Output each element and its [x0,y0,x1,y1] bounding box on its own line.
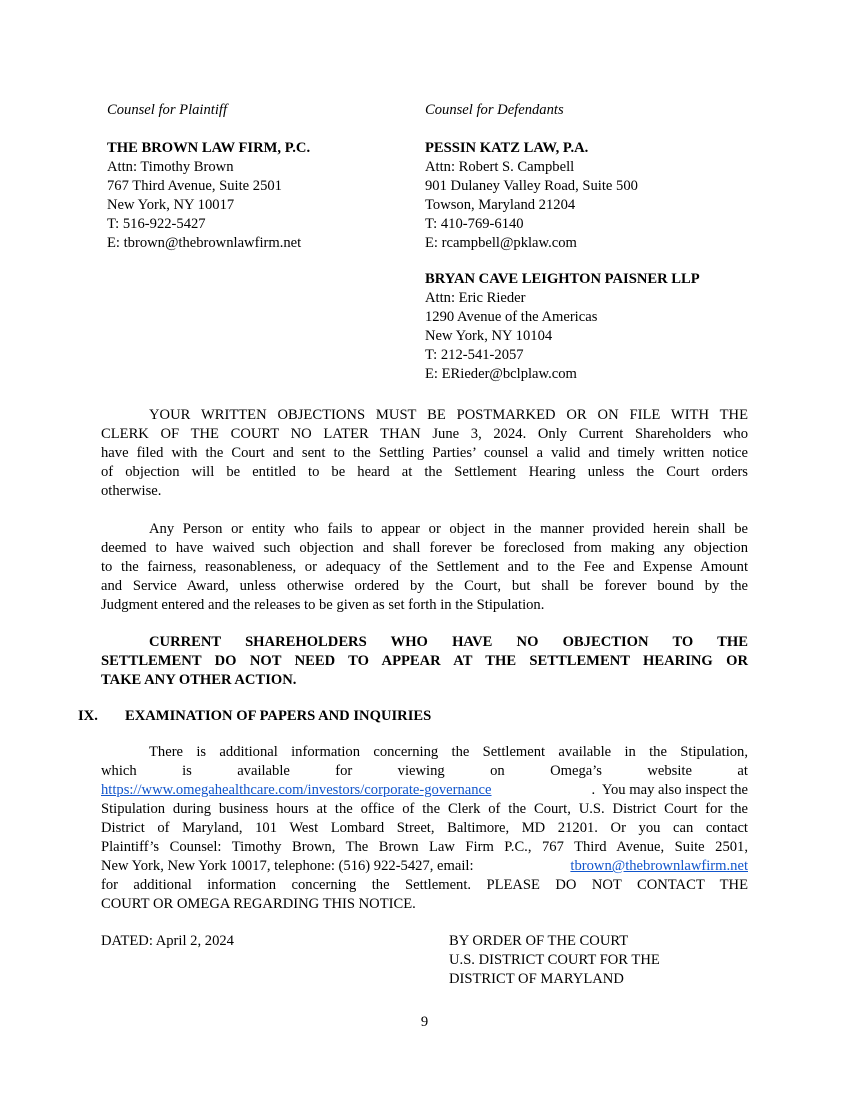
section-body-line: Plaintiff’s Counsel: Timothy Brown, The Brown Law Firm P.C., 767 Third Avenue, Suite 2501, [101,839,748,855]
section-body-line: COURT OR OMEGA REGARDING THIS NOTICE. [101,896,416,912]
no-objection-line: SETTLEMENT DO NOT NEED TO APPEAR AT THE SETTLEMENT HEARING OR [101,653,748,669]
defendants-firm1-name: PESSIN KATZ LAW, P.A. [425,140,589,156]
plaintiff-counsel-block [107,101,407,253]
firm2-email: E: ERieder@bclplaw.com [425,366,577,382]
plaintiff-city: New York, NY 10017 [107,197,235,213]
firm2-phone: T: 212-541-2057 [425,347,524,363]
firm1-attn: Attn: Robert S. Campbell [425,159,575,175]
plaintiff-phone: T: 516-922-5427 [107,216,206,232]
plaintiff-address: 767 Third Avenue, Suite 2501 [107,178,282,194]
firm1-address: 901 Dulaney Valley Road, Suite 500 [425,178,638,194]
dated-line: DATED: April 2, 2024 [101,933,234,949]
firm2-attn: Attn: Eric Rieder [425,290,526,306]
spread-word: available [237,763,290,779]
waiver-line: deemed to have waived such objection and shall forever be foreclosed from making any objection [101,540,748,556]
objections-line: CLERK OF THE COURT NO LATER THAN June 3, 2024. Only Current Shareholders who [101,426,748,442]
defendants-firm2-name: BRYAN CAVE LEIGHTON PAISNER LLP [425,271,700,287]
objections-line: YOUR WRITTEN OBJECTIONS MUST BE POSTMARKED OR ON FILE WITH THE [149,407,748,423]
spread-word: Omega’s [550,763,602,779]
section-number: IX. [78,708,98,724]
spread-word: is [182,763,192,779]
plaintiff-counsel-heading: Counsel for Plaintiff [107,102,227,118]
objections-paragraph [101,406,748,501]
court-order-line: U.S. DISTRICT COURT FOR THE [449,952,660,968]
defendants-counsel-block [425,101,765,384]
plaintiff-email: E: tbrown@thebrownlawfirm.net [107,235,302,251]
plaintiff-attn: Attn: Timothy Brown [107,159,234,175]
spread-word: for [335,763,353,779]
firm1-phone: T: 410-769-6140 [425,216,524,232]
spread-word: website [647,763,692,779]
waiver-line: to the fairness, reasonableness, or adequacy of the Settlement and to the Fee and Expense Amount [101,559,748,575]
firm1-email: E: rcampbell@pklaw.com [425,235,577,251]
spread-word: at [737,763,748,779]
firm1-city: Towson, Maryland 21204 [425,197,576,213]
section-body-line: District of Maryland, 101 West Lombard Street, Baltimore, MD 21201. Or you can contact [101,820,748,836]
section-body-line: Stipulation during business hours at the office of the Clerk of the Court, U.S. District Court for the [101,801,748,817]
waiver-line: Any Person or entity who fails to appear or object in the manner provided herein shall be [149,521,748,537]
objections-line: otherwise. [101,483,162,499]
plaintiff-firm-name: THE BROWN LAW FIRM, P.C. [107,140,311,156]
firm2-city: New York, NY 10104 [425,328,553,344]
court-order-block [449,932,749,989]
court-order-line: BY ORDER OF THE COURT [449,933,629,949]
no-objection-paragraph [101,633,748,690]
objections-line: have filed with the Court and sent to the Settling Parties’ counsel a valid and timely written notice [101,445,748,461]
page-number: 9 [420,1014,429,1030]
section-body-line: for additional information concerning the Settlement. PLEASE DO NOT CONTACT THE [101,877,748,893]
waiver-paragraph [101,520,748,615]
section-body-line: There is additional information concerning the Settlement available in the Stipulation, [149,744,748,760]
section-body [101,743,748,914]
spread-word: viewing [397,763,445,779]
section-body-line-url [101,781,748,800]
defendants-counsel-heading: Counsel for Defendants [425,102,564,118]
section-body-text: New York, New York 10017, telephone: (516) 922-5427, email: [101,858,478,874]
waiver-line: and Service Award, unless otherwise ordered by the Court, but shall be forever bound by the [101,578,748,594]
omega-website-link[interactable]: https://www.omegahealthcare.com/investors/corporate-governance [101,782,492,798]
spread-word: which [101,763,137,779]
spread-word: on [490,763,505,779]
no-objection-line: TAKE ANY OTHER ACTION. [101,672,297,688]
court-order-line: DISTRICT OF MARYLAND [449,971,624,987]
waiver-line: Judgment entered and the releases to be given as set forth in the Stipulation. [101,597,545,613]
firm2-address: 1290 Avenue of the Americas [425,309,598,325]
section-title: EXAMINATION OF PAPERS AND INQUIRIES [125,708,432,724]
email-link[interactable]: tbrown@thebrownlawfirm.net [570,858,748,874]
section-heading [78,707,778,726]
objections-line: of objection will be entitled to be heard at the Settlement Hearing unless the Court orders [101,464,748,480]
section-body-line-email [101,857,748,876]
section-body-text: . You may also inspect the [591,782,748,798]
no-objection-line: CURRENT SHAREHOLDERS WHO HAVE NO OBJECTION TO THE [149,634,748,650]
section-body-line-spread [101,762,748,781]
